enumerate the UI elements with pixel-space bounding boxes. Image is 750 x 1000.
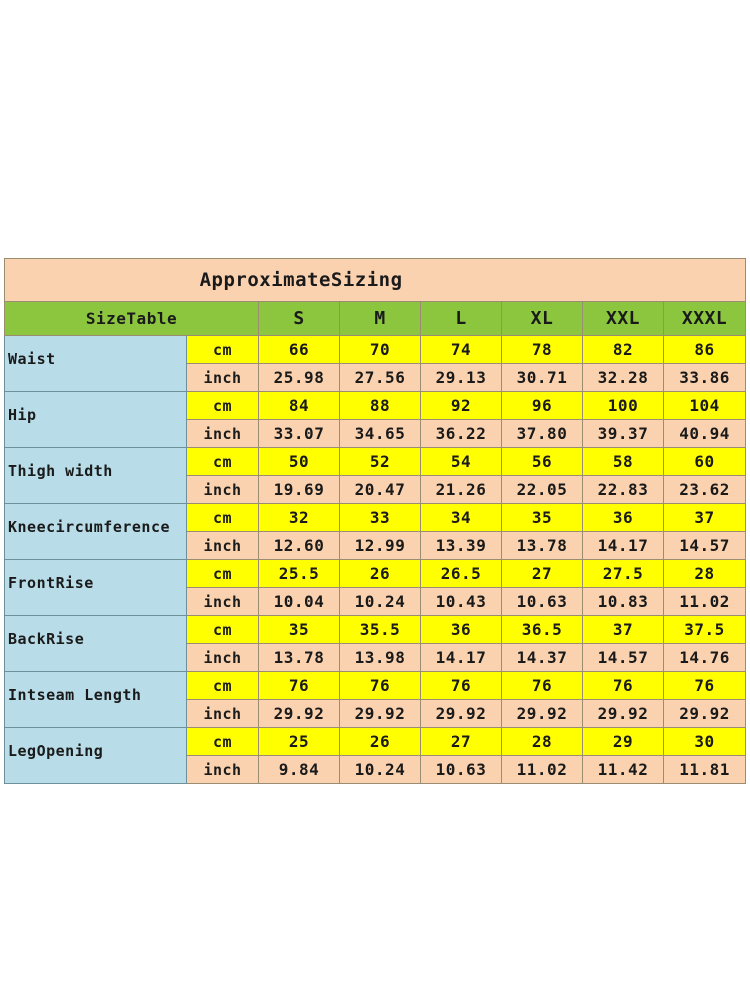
measurement-value: 10.24	[340, 588, 421, 616]
size-column-header: L	[421, 302, 502, 336]
measurement-value: 36.5	[502, 616, 583, 644]
measurement-value: 26	[340, 728, 421, 756]
measurement-value: 35	[259, 616, 340, 644]
measurement-label: FrontRise	[5, 560, 187, 616]
measurement-value: 37	[664, 504, 746, 532]
measurement-value: 76	[664, 672, 746, 700]
unit-label: cm	[187, 392, 259, 420]
unit-label: inch	[187, 364, 259, 392]
size-chart-image	[4, 258, 746, 779]
measurement-value: 52	[340, 448, 421, 476]
measurement-value: 37.80	[502, 420, 583, 448]
measurement-value: 37.5	[664, 616, 746, 644]
measurement-value: 54	[421, 448, 502, 476]
unit-label: inch	[187, 588, 259, 616]
measurement-value: 14.57	[664, 532, 746, 560]
measurement-value: 11.02	[502, 756, 583, 784]
measurement-value: 21.26	[421, 476, 502, 504]
measurement-value: 74	[421, 336, 502, 364]
measurement-value: 27	[502, 560, 583, 588]
measurement-value: 14.17	[421, 644, 502, 672]
measurement-value: 86	[664, 336, 746, 364]
measurement-value: 10.83	[583, 588, 664, 616]
chart-title: ApproximateSizing	[5, 259, 746, 302]
measurement-value: 29.92	[583, 700, 664, 728]
size-table-corner-label: SizeTable	[5, 302, 259, 336]
measurement-value: 60	[664, 448, 746, 476]
measurement-value: 12.99	[340, 532, 421, 560]
measurement-value: 22.83	[583, 476, 664, 504]
measurement-value: 14.76	[664, 644, 746, 672]
measurement-label: Kneecircumference	[5, 504, 187, 560]
measurement-value: 11.81	[664, 756, 746, 784]
measurement-value: 23.62	[664, 476, 746, 504]
measurement-value: 14.37	[502, 644, 583, 672]
measurement-value: 29.92	[664, 700, 746, 728]
unit-label: inch	[187, 420, 259, 448]
measurement-value: 35.5	[340, 616, 421, 644]
table-row	[5, 672, 746, 700]
measurement-value: 50	[259, 448, 340, 476]
measurement-value: 11.02	[664, 588, 746, 616]
size-table	[4, 258, 746, 784]
measurement-value: 22.05	[502, 476, 583, 504]
measurement-value: 33	[340, 504, 421, 532]
measurement-value: 76	[583, 672, 664, 700]
size-column-header: XL	[502, 302, 583, 336]
measurement-value: 70	[340, 336, 421, 364]
measurement-value: 39.37	[583, 420, 664, 448]
measurement-value: 34	[421, 504, 502, 532]
unit-label: cm	[187, 448, 259, 476]
measurement-value: 35	[502, 504, 583, 532]
table-row	[5, 560, 746, 588]
unit-label: cm	[187, 560, 259, 588]
table-row	[5, 504, 746, 532]
measurement-value: 36.22	[421, 420, 502, 448]
table-row	[5, 448, 746, 476]
measurement-value: 25.5	[259, 560, 340, 588]
unit-label: cm	[187, 616, 259, 644]
measurement-value: 40.94	[664, 420, 746, 448]
measurement-label: BackRise	[5, 616, 187, 672]
measurement-value: 92	[421, 392, 502, 420]
table-row	[5, 616, 746, 644]
size-column-header: S	[259, 302, 340, 336]
measurement-value: 10.04	[259, 588, 340, 616]
measurement-value: 82	[583, 336, 664, 364]
measurement-value: 36	[583, 504, 664, 532]
measurement-value: 34.65	[340, 420, 421, 448]
measurement-value: 10.43	[421, 588, 502, 616]
unit-label: inch	[187, 644, 259, 672]
measurement-value: 27	[421, 728, 502, 756]
table-row	[5, 392, 746, 420]
measurement-value: 26.5	[421, 560, 502, 588]
unit-label: inch	[187, 476, 259, 504]
measurement-value: 10.24	[340, 756, 421, 784]
measurement-value: 29.92	[502, 700, 583, 728]
unit-label: cm	[187, 504, 259, 532]
unit-label: cm	[187, 336, 259, 364]
measurement-value: 29.92	[421, 700, 502, 728]
unit-label: inch	[187, 756, 259, 784]
measurement-value: 20.47	[340, 476, 421, 504]
measurement-value: 30.71	[502, 364, 583, 392]
measurement-value: 33.86	[664, 364, 746, 392]
measurement-value: 29.13	[421, 364, 502, 392]
measurement-value: 27.56	[340, 364, 421, 392]
unit-label: inch	[187, 532, 259, 560]
measurement-value: 26	[340, 560, 421, 588]
measurement-value: 96	[502, 392, 583, 420]
measurement-value: 66	[259, 336, 340, 364]
measurement-label: Waist	[5, 336, 187, 392]
measurement-value: 13.98	[340, 644, 421, 672]
measurement-value: 58	[583, 448, 664, 476]
measurement-value: 78	[502, 336, 583, 364]
measurement-value: 33.07	[259, 420, 340, 448]
measurement-value: 19.69	[259, 476, 340, 504]
table-header-row	[5, 302, 746, 336]
measurement-value: 13.39	[421, 532, 502, 560]
measurement-value: 76	[421, 672, 502, 700]
measurement-value: 14.57	[583, 644, 664, 672]
table-title-row	[5, 259, 746, 302]
table-row	[5, 728, 746, 756]
measurement-value: 104	[664, 392, 746, 420]
measurement-value: 32	[259, 504, 340, 532]
measurement-value: 76	[259, 672, 340, 700]
measurement-label: Hip	[5, 392, 187, 448]
measurement-value: 29.92	[340, 700, 421, 728]
measurement-value: 30	[664, 728, 746, 756]
unit-label: inch	[187, 700, 259, 728]
unit-label: cm	[187, 728, 259, 756]
measurement-value: 25.98	[259, 364, 340, 392]
measurement-value: 27.5	[583, 560, 664, 588]
size-column-header: XXXL	[664, 302, 746, 336]
measurement-value: 10.63	[502, 588, 583, 616]
measurement-label: LegOpening	[5, 728, 187, 784]
measurement-value: 76	[340, 672, 421, 700]
measurement-value: 37	[583, 616, 664, 644]
measurement-value: 9.84	[259, 756, 340, 784]
measurement-label: Intseam Length	[5, 672, 187, 728]
unit-label: cm	[187, 672, 259, 700]
measurement-value: 13.78	[259, 644, 340, 672]
measurement-value: 76	[502, 672, 583, 700]
measurement-value: 28	[664, 560, 746, 588]
measurement-value: 84	[259, 392, 340, 420]
measurement-value: 14.17	[583, 532, 664, 560]
measurement-value: 29	[583, 728, 664, 756]
measurement-value: 13.78	[502, 532, 583, 560]
measurement-value: 100	[583, 392, 664, 420]
measurement-value: 32.28	[583, 364, 664, 392]
measurement-value: 36	[421, 616, 502, 644]
measurement-value: 28	[502, 728, 583, 756]
measurement-value: 29.92	[259, 700, 340, 728]
measurement-value: 88	[340, 392, 421, 420]
size-column-header: M	[340, 302, 421, 336]
table-row	[5, 336, 746, 364]
measurement-label: Thigh width	[5, 448, 187, 504]
measurement-value: 11.42	[583, 756, 664, 784]
measurement-value: 12.60	[259, 532, 340, 560]
measurement-value: 25	[259, 728, 340, 756]
size-column-header: XXL	[583, 302, 664, 336]
measurement-value: 56	[502, 448, 583, 476]
measurement-value: 10.63	[421, 756, 502, 784]
